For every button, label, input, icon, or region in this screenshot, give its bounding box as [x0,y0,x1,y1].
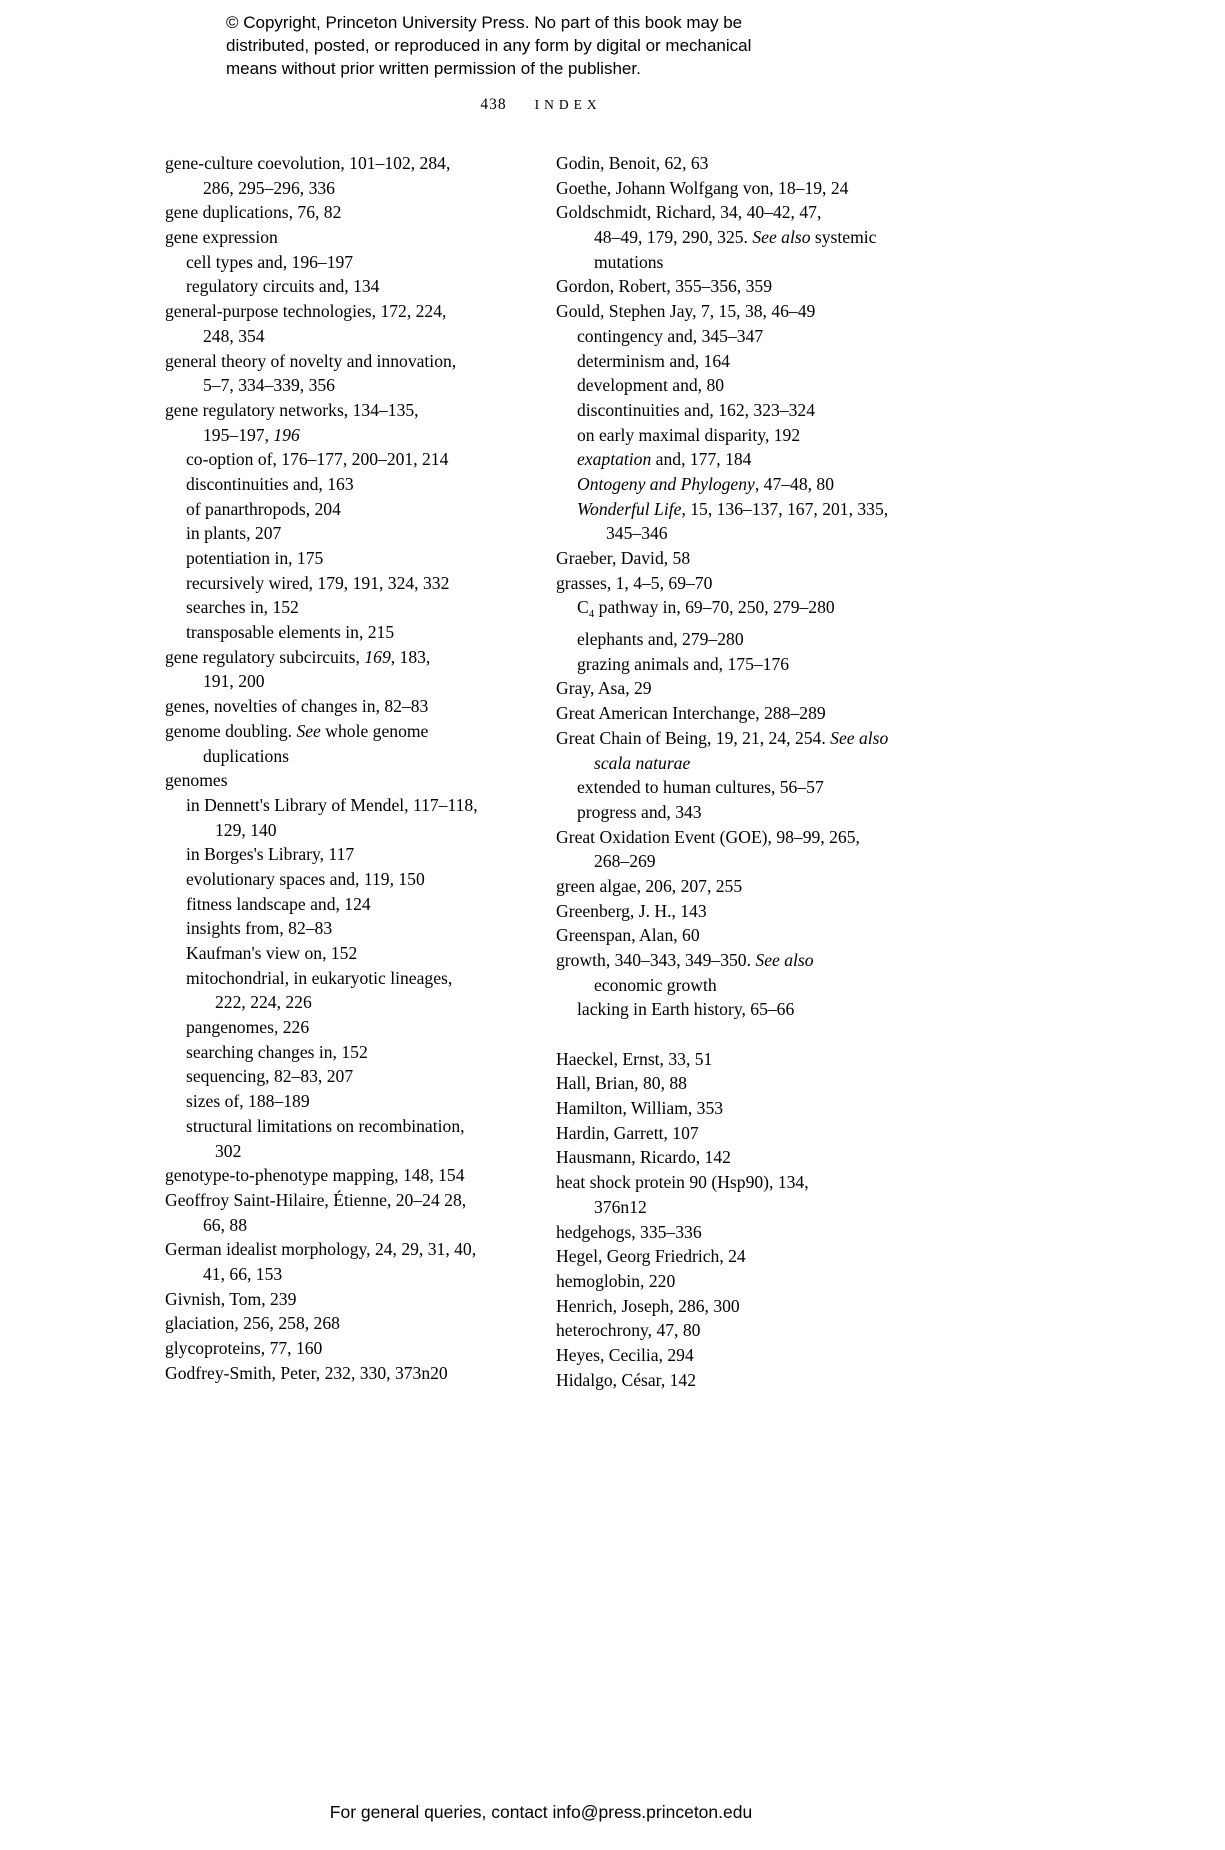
index-entry: development and, 80 [577,375,725,396]
index-entry: searching changes in, 152 [186,1041,368,1062]
index-entry: on early maximal disparity, 192 [577,424,801,445]
index-entry: grazing animals and, 175–176 [577,653,790,674]
index-entry: 345–346 [606,523,668,544]
copyright-line: means without prior written permission of the publisher. [226,59,641,78]
index-entry: contingency and, 345–347 [577,325,764,346]
index-entry: Gould, Stephen Jay, 7, 15, 38, 46–49 [556,301,816,322]
index-entry: 222, 224, 226 [215,992,312,1013]
index-entry: mitochondrial, in eukaryotic lineages, [186,967,453,988]
index-entry: glaciation, 256, 258, 268 [165,1313,340,1334]
index-entry: Gordon, Robert, 355–356, 359 [556,276,772,297]
index-entry: genomes [165,770,228,791]
index-entry: 41, 66, 153 [203,1263,283,1284]
index-entry: Graeber, David, 58 [556,548,691,568]
index-entry: grasses, 1, 4–5, 69–70 [556,572,713,593]
index-entry: sizes of, 188–189 [186,1091,310,1112]
index-entry: in Dennett's Library of Mendel, 117–118, [186,794,478,815]
index-entry: sequencing, 82–83, 207 [186,1066,354,1087]
index-entry: Hausmann, Ricardo, 142 [556,1147,731,1168]
index-entry: Wonderful Life, 15, 136–137, 167, 201, 335, [577,498,889,519]
index-columns [165,151,921,1392]
copyright-line: © Copyright, Princeton University Press. No part of this book may be [226,13,743,32]
index-title: INDEX [534,97,602,112]
index-entry: evolutionary spaces and, 119, 150 [186,868,425,889]
index-entry: heat shock protein 90 (Hsp90), 134, [556,1172,809,1193]
index-entry: gene-culture coevolution, 101–102, 284, [165,153,451,173]
index-entry: hedgehogs, 335–336 [556,1221,702,1242]
index-entry: gene duplications, 76, 82 [165,202,342,223]
index-entry: pangenomes, 226 [186,1017,310,1038]
index-entry: general theory of novelty and innovation, [165,350,457,371]
index-entry: Greenspan, Alan, 60 [556,925,700,946]
index-entry: Hall, Brian, 80, 88 [556,1073,687,1094]
index-entry: cell types and, 196–197 [186,251,354,272]
index-entry: 286, 295–296, 336 [203,177,335,198]
index-section-gap [556,1022,921,1047]
index-entry: Ontogeny and Phylogeny, 47–48, 80 [577,473,835,494]
index-entry: 195–197, 196 [203,424,300,445]
page-number: 438 [480,96,507,113]
index-entry: insights from, 82–83 [186,918,333,939]
index-entry: regulatory circuits and, 134 [186,276,380,297]
index-entry: lacking in Earth history, 65–66 [577,999,795,1020]
index-entry: Hardin, Garrett, 107 [556,1122,699,1143]
index-entry: green algae, 206, 207, 255 [556,875,743,896]
index-entry: potentiation in, 175 [186,548,324,568]
index-entry: 248, 354 [203,325,265,346]
index-entry: German idealist morphology, 24, 29, 31, 40, [165,1239,477,1260]
index-entry: duplications [203,745,290,766]
index-entry: discontinuities and, 162, 323–324 [577,399,815,420]
footer-contact-text: For general queries, contact info@press.princeton.edu [329,1802,753,1822]
index-entry: Great American Interchange, 288–289 [556,703,826,724]
index-entry: general-purpose technologies, 172, 224, [165,301,447,322]
index-entry: in Borges's Library, 117 [186,844,355,865]
index-entry: gene regulatory networks, 134–135, [165,399,419,420]
index-entry: Geoffroy Saint-Hilaire, Étienne, 20–24 28, [165,1189,467,1210]
index-entry: genotype-to-phenotype mapping, 148, 154 [165,1165,465,1186]
index-entry: 191, 200 [203,671,265,692]
index-column-left [165,151,530,1392]
index-entry: extended to human cultures, 56–57 [577,777,824,798]
index-entry: Henrich, Joseph, 286, 300 [556,1295,740,1316]
index-entry: transposable elements in, 215 [186,622,395,643]
index-entry: Great Oxidation Event (GOE), 98–99, 265, [556,826,860,847]
page-header [165,96,917,114]
index-entry: scala naturae [594,752,691,773]
copyright-notice [226,11,846,80]
index-entry: Goethe, Johann Wolfgang von, 18–19, 24 [556,177,849,198]
index-entry: elephants and, 279–280 [577,629,744,650]
index-entry: Hegel, Georg Friedrich, 24 [556,1246,746,1267]
index-entry: mutations [594,251,664,272]
index-entry: Heyes, Cecilia, 294 [556,1344,694,1365]
index-entry: Greenberg, J. H., 143 [556,900,707,921]
copyright-line: distributed, posted, or reproduced in any form by digital or mechanical [226,36,752,55]
index-entry: 268–269 [594,851,656,872]
index-entry: of panarthropods, 204 [186,498,341,519]
index-entry: 5–7, 334–339, 356 [203,375,335,396]
index-entry: 66, 88 [203,1214,247,1235]
index-entry: Gray, Asa, 29 [556,678,652,699]
index-entry: 376n12 [594,1196,647,1217]
index-entry: glycoproteins, 77, 160 [165,1338,323,1358]
index-entry: Great Chain of Being, 19, 21, 24, 254. See also [556,727,889,748]
index-entry: Godfrey-Smith, Peter, 232, 330, 373n20 [165,1362,448,1383]
index-entry: discontinuities and, 163 [186,473,354,494]
index-entry: genome doubling. See whole genome [165,720,429,741]
index-entry: determinism and, 164 [577,350,730,371]
index-entry: Hamilton, William, 353 [556,1098,724,1119]
index-entry: exaptation and, 177, 184 [577,449,752,470]
index-entry: in plants, 207 [186,523,282,544]
index-entry: 302 [215,1140,242,1161]
index-entry: Givnish, Tom, 239 [165,1288,297,1309]
index-entry: recursively wired, 179, 191, 324, 332 [186,572,450,593]
index-column-right [556,151,921,1392]
index-entry: Kaufman's view on, 152 [186,943,358,963]
index-entry: hemoglobin, 220 [556,1270,676,1291]
index-entry: gene regulatory subcircuits, 169, 183, [165,646,431,667]
index-entry: 129, 140 [215,819,277,840]
index-entry: gene expression [165,227,278,248]
index-entry: 48–49, 179, 290, 325. See also systemic [594,227,877,248]
index-entry: fitness landscape and, 124 [186,893,371,914]
index-entry: progress and, 343 [577,801,702,822]
index-entry: genes, novelties of changes in, 82–83 [165,696,429,717]
index-entry: Godin, Benoit, 62, 63 [556,153,709,173]
index-entry: Goldschmidt, Richard, 34, 40–42, 47, [556,202,822,223]
index-entry: $C_4$ pathway in, 69–70, 250, 279–280 [577,597,835,621]
index-entry: co-option of, 176–177, 200–201, 214 [186,449,449,470]
index-entry: economic growth [594,974,717,995]
index-entry: growth, 340–343, 349–350. See also [556,950,814,970]
index-entry: structural limitations on recombination, [186,1115,465,1136]
index-entry: heterochrony, 47, 80 [556,1320,701,1341]
index-entry: searches in, 152 [186,597,299,618]
index-entry: Haeckel, Ernst, 33, 51 [556,1048,713,1069]
index-entry: Hidalgo, César, 142 [556,1369,697,1390]
